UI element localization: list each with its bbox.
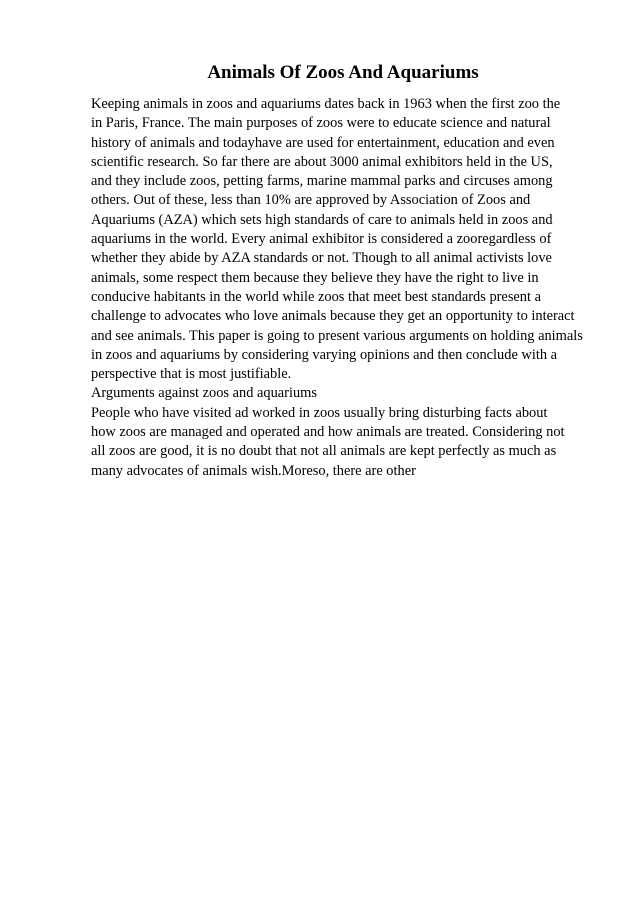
body-line: all zoos are good, it is no doubt that not all animals are kept perfectly as much as <box>91 443 557 460</box>
document-title: Animals Of Zoos And Aquariums <box>207 62 479 83</box>
body-line: and see animals. This paper is going to present various arguments on holding animals <box>91 327 583 344</box>
body-line: many advocates of animals wish.Moreso, there are other <box>91 462 416 479</box>
body-line: how zoos are managed and operated and how animals are treated. Considering not <box>91 424 565 441</box>
body-line: aquariums in the world. Every animal exhibitor is considered a zooregardless of <box>91 231 552 248</box>
body-line: conducive habitants in the world while zoos that meet best standards present a <box>91 288 541 305</box>
body-line: perspective that is most justifiable. <box>91 366 292 383</box>
body-line: Keeping animals in zoos and aquariums dates back in 1963 when the first zoo the <box>91 96 561 112</box>
section-heading: Arguments against zoos and aquariums <box>91 385 317 402</box>
document-body <box>91 95 611 481</box>
body-line: People who have visited ad worked in zoos usually bring disturbing facts about <box>91 404 548 421</box>
body-line: others. Out of these, less than 10% are approved by Association of Zoos and <box>91 192 531 209</box>
body-line: and they include zoos, petting farms, marine mammal parks and circuses among <box>91 173 553 190</box>
body-line: history of animals and todayhave are used for entertainment, education and even <box>91 134 555 151</box>
body-line: whether they abide by AZA standards or not. Though to all animal activists love <box>91 250 552 267</box>
body-line: challenge to advocates who love animals because they get an opportunity to interact <box>91 308 575 325</box>
body-line: in zoos and aquariums by considering varying opinions and then conclude with a <box>91 346 557 363</box>
body-line: Aquariums (AZA) which sets high standards of care to animals held in zoos and <box>91 211 553 228</box>
body-line: animals, some respect them because they believe they have the right to live in <box>91 269 539 286</box>
body-line: scientific research. So far there are about 3000 animal exhibitors held in the US, <box>91 153 553 170</box>
body-line: in Paris, France. The main purposes of zoos were to educate science and natural <box>91 115 551 132</box>
